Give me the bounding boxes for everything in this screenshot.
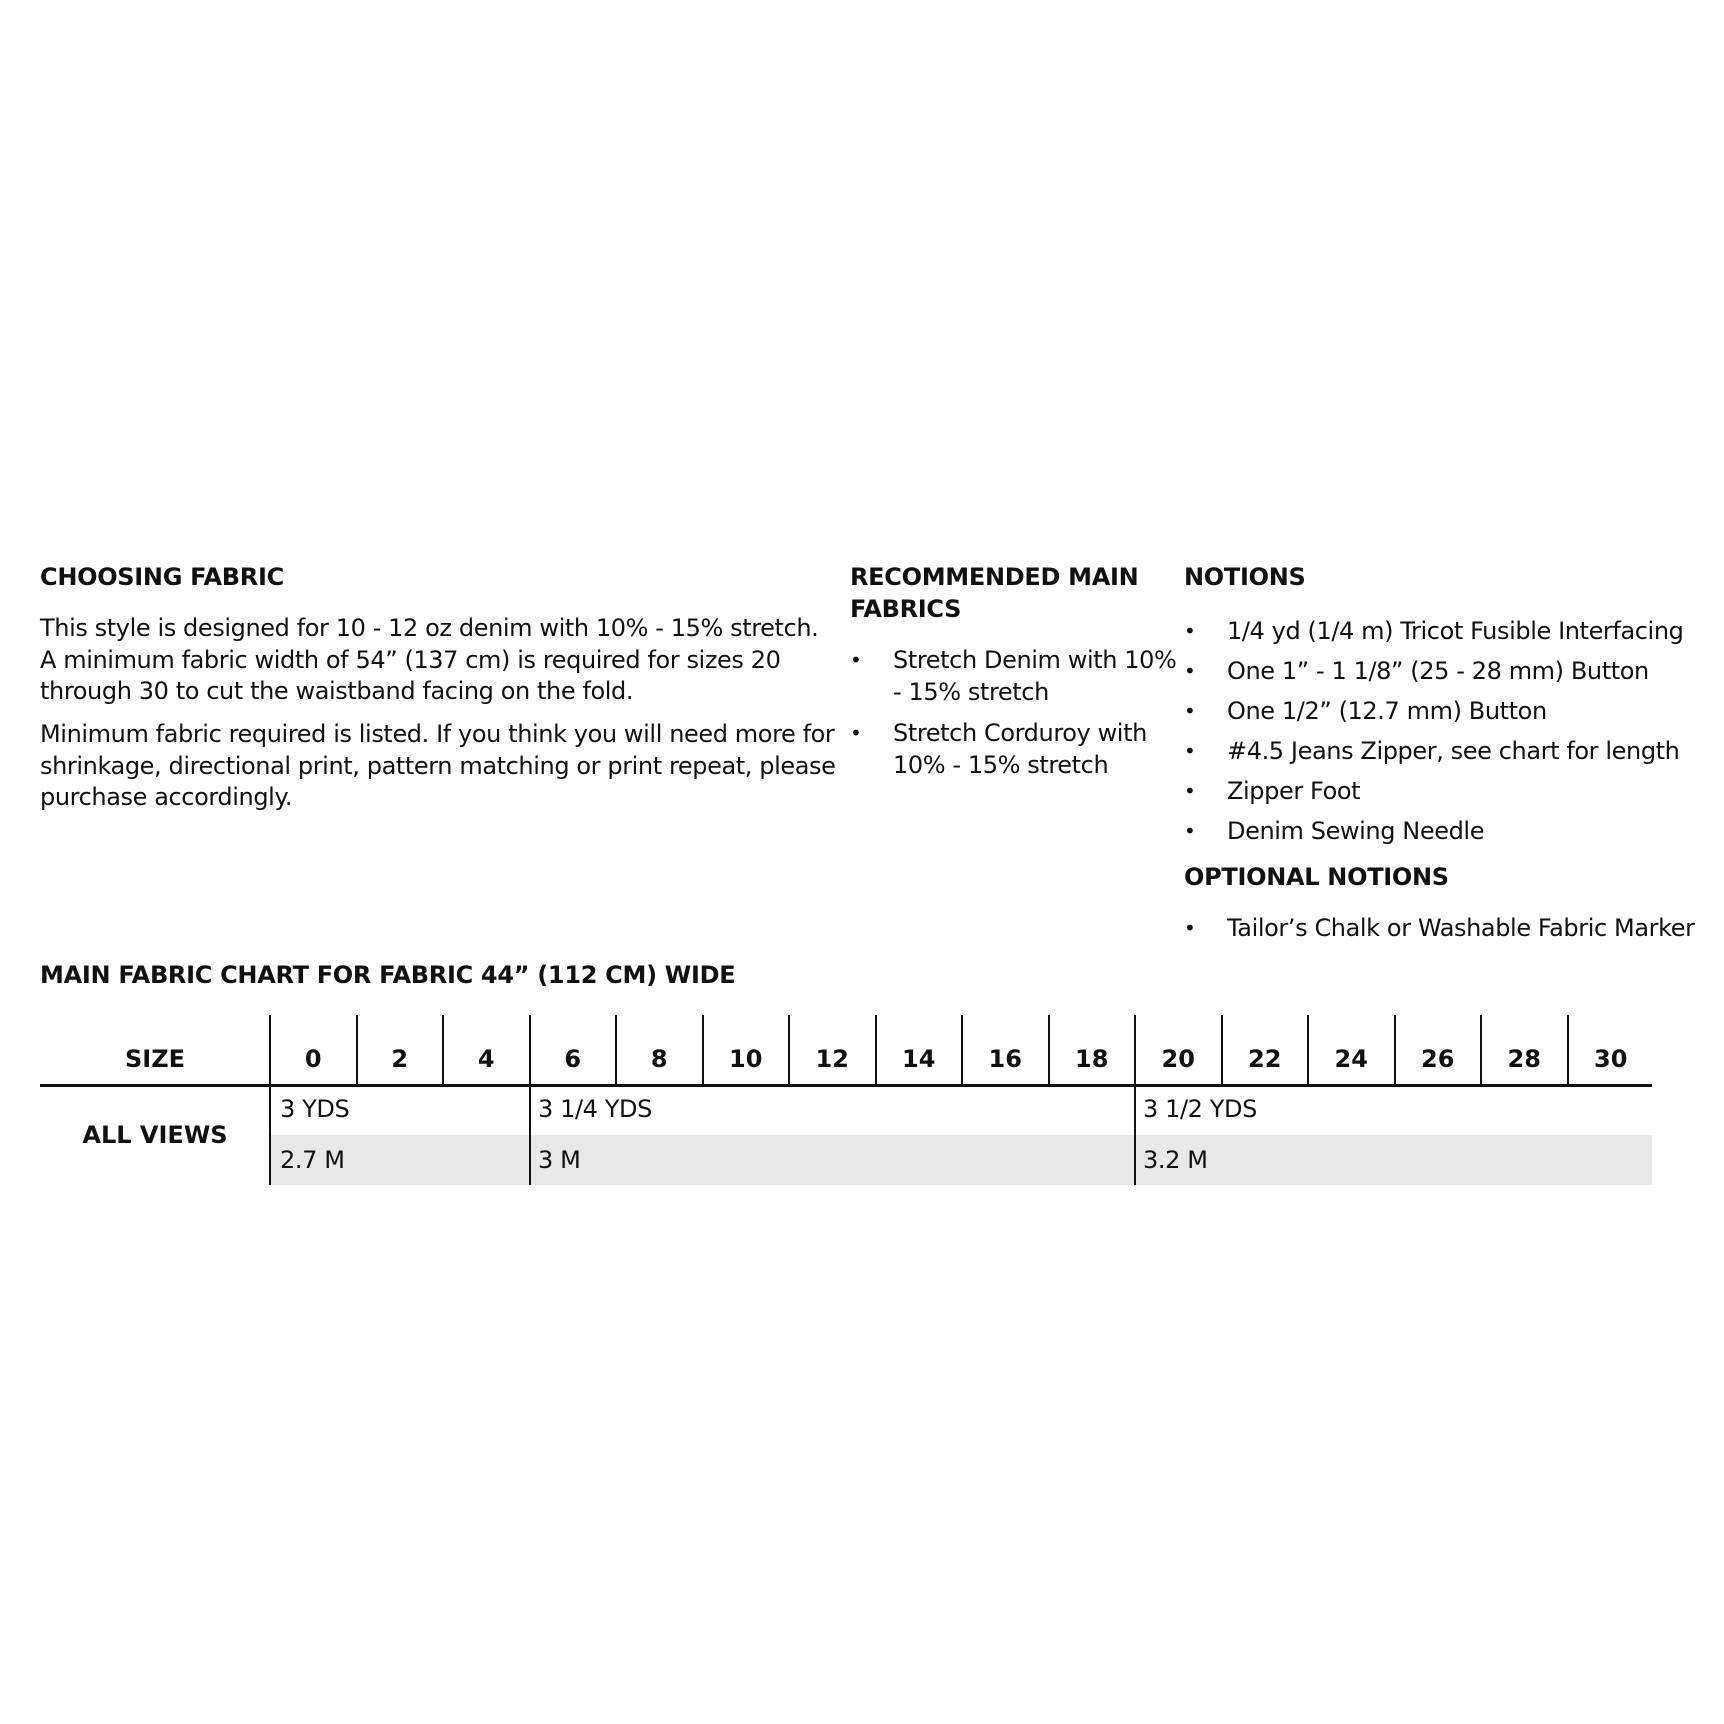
list-item: [850, 718, 1180, 781]
size-header-cell: 16: [988, 1045, 1022, 1073]
choosing-fabric-paragraph-2: Minimum fabric required is listed. If you think you will need more for shrinkage, directional print, pattern matching or print repeat, please purchase accordingly.: [40, 720, 836, 811]
bullet: •: [1184, 659, 1196, 683]
size-header: SIZE: [124, 1045, 185, 1073]
yardage-sizes-20-30: 3 1/2 YDS: [1143, 1095, 1257, 1123]
size-header-cell: 28: [1507, 1045, 1541, 1073]
bullet: •: [1184, 699, 1196, 723]
list-item-text: #4.5 Jeans Zipper, see chart for length: [1227, 737, 1680, 765]
fabric-chart-table: [40, 1015, 1652, 1185]
size-header-cell: 20: [1161, 1045, 1195, 1073]
bullet: •: [1184, 739, 1196, 763]
column-divider: [1307, 1015, 1309, 1085]
column-divider: [356, 1015, 358, 1085]
optional-notions-heading: OPTIONAL NOTIONS: [1184, 863, 1449, 891]
bullet: •: [1184, 819, 1196, 843]
column-divider: [1567, 1015, 1569, 1085]
list-item: [1184, 811, 1724, 851]
list-item-text: Stretch Corduroy with 10% - 15% stretch: [893, 719, 1147, 779]
list-item-text: Zipper Foot: [1227, 777, 1361, 805]
column-divider: [1048, 1015, 1050, 1085]
bullet: •: [850, 721, 862, 745]
metric-row-shading: [270, 1135, 1652, 1185]
size-header-cell: 10: [729, 1045, 763, 1073]
list-item: [1184, 914, 1704, 943]
column-divider: [1134, 1015, 1136, 1185]
column-divider: [1221, 1015, 1223, 1085]
notions-heading: NOTIONS: [1184, 563, 1306, 591]
column-divider: [1394, 1015, 1396, 1085]
recommended-fabrics-list: [850, 645, 1180, 791]
size-header-cell: 0: [304, 1045, 322, 1073]
size-header-cell: 24: [1334, 1045, 1368, 1073]
meters-sizes-6-18: 3 M: [538, 1146, 581, 1174]
notions-list: [1184, 611, 1724, 851]
size-header-cell: 2: [391, 1045, 409, 1073]
yardage-sizes-0-4: 3 YDS: [280, 1095, 350, 1123]
size-header-cell: 18: [1075, 1045, 1109, 1073]
recommended-fabrics-heading: RECOMMENDED MAIN FABRICS: [850, 563, 1139, 623]
choosing-fabric-heading: CHOOSING FABRIC: [40, 563, 284, 591]
fabric-chart-title: MAIN FABRIC CHART FOR FABRIC 44” (112 CM) WIDE: [40, 961, 736, 989]
column-divider: [961, 1015, 963, 1085]
list-item-text: One 1/2” (12.7 mm) Button: [1227, 697, 1547, 725]
choosing-fabric-paragraph-1: This style is designed for 10 - 12 oz denim with 10% - 15% stretch. A minimum fabric width of 54” (137 cm) is required for sizes 20 through 30 to cut the waistband facing on the fold.: [40, 614, 819, 705]
bullet: •: [850, 648, 862, 672]
size-header-cell: 14: [902, 1045, 936, 1073]
list-item-text: Stretch Denim with 10% - 15% stretch: [893, 646, 1177, 706]
bullet: •: [1184, 916, 1196, 940]
column-divider: [529, 1015, 531, 1185]
list-item-text: Denim Sewing Needle: [1227, 817, 1485, 845]
size-header-cell: 4: [477, 1045, 495, 1073]
yardage-sizes-6-18: 3 1/4 YDS: [538, 1095, 652, 1123]
column-divider: [615, 1015, 617, 1085]
column-divider: [875, 1015, 877, 1085]
size-header-cell: 8: [650, 1045, 668, 1073]
list-item: [850, 645, 1180, 708]
column-divider: [269, 1015, 271, 1185]
size-header-cell: 30: [1594, 1045, 1628, 1073]
list-item-text: Tailor’s Chalk or Washable Fabric Marker: [1227, 914, 1695, 942]
bullet: •: [1184, 619, 1196, 643]
size-header-cell: 6: [564, 1045, 582, 1073]
column-divider: [788, 1015, 790, 1085]
meters-sizes-20-30: 3.2 M: [1143, 1146, 1208, 1174]
list-item: [1184, 691, 1724, 731]
all-views-label: ALL VIEWS: [82, 1121, 228, 1149]
column-divider: [702, 1015, 704, 1085]
list-item: [1184, 611, 1724, 651]
size-header-cell: 26: [1421, 1045, 1455, 1073]
list-item-text: 1/4 yd (1/4 m) Tricot Fusible Interfacing: [1227, 617, 1684, 645]
size-header-cell: 22: [1248, 1045, 1282, 1073]
list-item: [1184, 731, 1724, 771]
list-item: [1184, 651, 1724, 691]
bullet: •: [1184, 779, 1196, 803]
optional-notions-list: [1184, 914, 1704, 943]
column-divider: [442, 1015, 444, 1085]
column-divider: [1480, 1015, 1482, 1085]
size-header-cell: 12: [815, 1045, 849, 1073]
list-item: [1184, 771, 1724, 811]
meters-sizes-0-4: 2.7 M: [280, 1146, 345, 1174]
list-item-text: One 1” - 1 1/8” (25 - 28 mm) Button: [1227, 657, 1649, 685]
